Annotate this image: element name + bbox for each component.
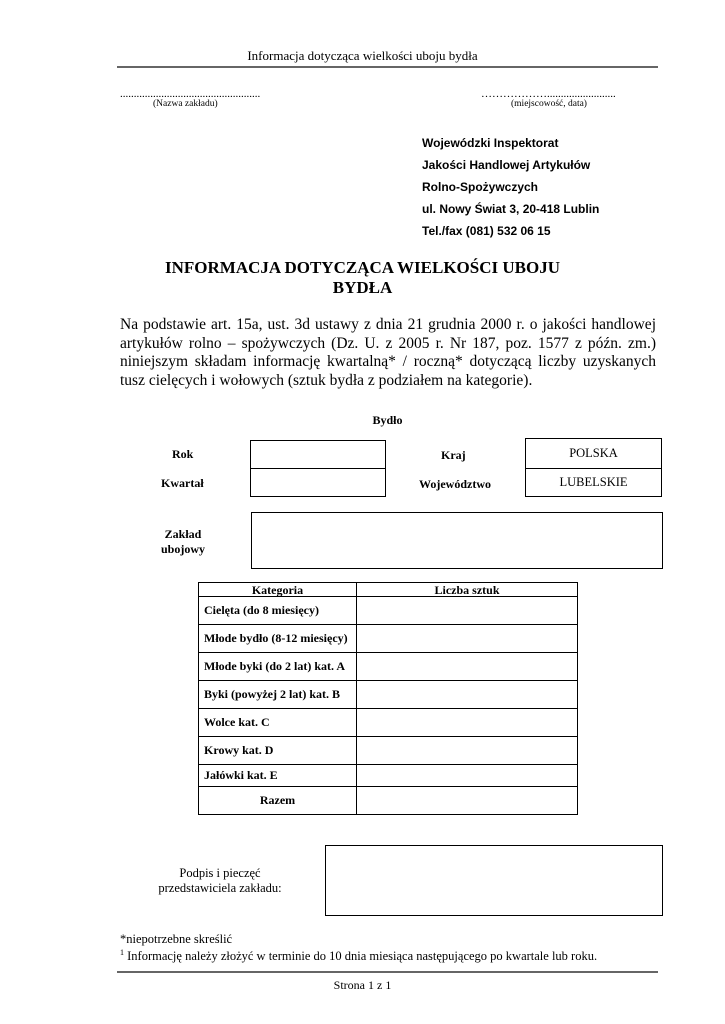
table-row: [199, 653, 578, 681]
count-cell[interactable]: [357, 765, 578, 787]
title-line-1: INFORMACJA DOTYCZĄCA WIELKOŚCI UBOJU: [165, 258, 560, 277]
wojewodztwo-label: Województwo: [419, 477, 491, 491]
table-row: [199, 737, 578, 765]
header-liczba-sztuk: Liczba sztuk: [357, 583, 578, 597]
footer-rule: [117, 971, 658, 973]
kwartal-field[interactable]: [250, 468, 386, 497]
kwartal-label: Kwartał: [161, 476, 204, 490]
place-date-dots[interactable]: ……………….........................: [481, 88, 616, 100]
header-kategoria: Kategoria: [199, 583, 357, 597]
count-cell[interactable]: [357, 709, 578, 737]
category-cell: Młode bydło (8-12 miesięcy): [199, 625, 357, 653]
count-cell[interactable]: [357, 737, 578, 765]
count-cell[interactable]: [357, 597, 578, 625]
table-total-row: [199, 787, 578, 815]
header-rule: [117, 66, 658, 68]
facility-name-caption: (Nazwa zakładu): [153, 99, 218, 109]
category-cell: Jałówki kat. E: [199, 765, 357, 787]
category-cell: Wolce kat. C: [199, 709, 357, 737]
signature-label-line-2: przedstawiciela zakładu:: [158, 881, 282, 895]
category-cell: Młode byki (do 2 lat) kat. A: [199, 653, 357, 681]
zaklad-label-line-1: Zakład: [164, 527, 202, 541]
recipient-address: [422, 132, 599, 242]
title-line-2: BYDŁA: [332, 278, 393, 297]
page-number: Strona 1 z 1: [333, 978, 392, 992]
kraj-label: Kraj: [441, 448, 466, 462]
intro-paragraph: Na podstawie art. 15a, ust. 3d ustawy z dnia 21 grudnia 2000 r. o jakości handlowej artykułów rolno – spożywczych (Dz. U. z 2005 r. Nr 187, poz. 1577 z późn. zm.) niniejszym składam informację kwartalną* / roczną* dotyczącą liczby uzyskanych tusz cielęcych i wołowych (sztuk bydła z podziałem na kategorie).: [120, 316, 656, 389]
signature-label-line-1: Podpis i pieczęć: [179, 866, 261, 880]
signature-box[interactable]: [325, 845, 663, 916]
address-line: Rolno-Spożywczych: [422, 180, 539, 194]
category-cell: Cielęta (do 8 miesięcy): [199, 597, 357, 625]
kraj-field[interactable]: POLSKA: [525, 438, 662, 469]
footnote: [120, 945, 597, 964]
wojewodztwo-field[interactable]: LUBELSKIE: [525, 468, 662, 497]
address-line: Wojewódzki Inspektorat: [422, 136, 559, 150]
footnote-text: Informację należy złożyć w terminie do 10 dnia miesiąca następującego po kwartale lub roku.: [124, 949, 598, 964]
zaklad-field[interactable]: [251, 512, 663, 569]
total-label: Razem: [199, 787, 357, 815]
category-table: [198, 582, 578, 815]
address-line: Jakości Handlowej Artykułów: [422, 158, 591, 172]
running-header: Informacja dotycząca wielkości uboju bydła: [247, 48, 478, 63]
place-date-caption: (miejscowość, data): [511, 99, 587, 109]
document-title: [0, 258, 725, 298]
category-cell: Byki (powyżej 2 lat) kat. B: [199, 681, 357, 709]
address-line: Tel./fax (081) 532 06 15: [422, 224, 551, 238]
count-cell[interactable]: [357, 625, 578, 653]
table-header-row: [199, 583, 578, 597]
section-label-bydlo: Bydło: [372, 413, 403, 427]
star-note: *niepotrzebne skreślić: [120, 932, 233, 946]
footnote-mark: 1: [120, 948, 124, 957]
address-line: ul. Nowy Świat 3, 20-418 Lublin: [422, 202, 600, 216]
zaklad-label-line-2: ubojowy: [160, 542, 205, 556]
zaklad-label: [140, 527, 226, 557]
table-row: [199, 625, 578, 653]
rok-label: Rok: [172, 447, 194, 461]
table-row: [199, 709, 578, 737]
signature-label: [150, 866, 290, 896]
total-count-cell[interactable]: [357, 787, 578, 815]
rok-field[interactable]: [250, 440, 386, 469]
facility-name-dots[interactable]: ...................................................: [120, 88, 261, 100]
table-row: [199, 597, 578, 625]
count-cell[interactable]: [357, 681, 578, 709]
category-cell: Krowy kat. D: [199, 737, 357, 765]
count-cell[interactable]: [357, 653, 578, 681]
table-row: [199, 681, 578, 709]
table-row: [199, 765, 578, 787]
